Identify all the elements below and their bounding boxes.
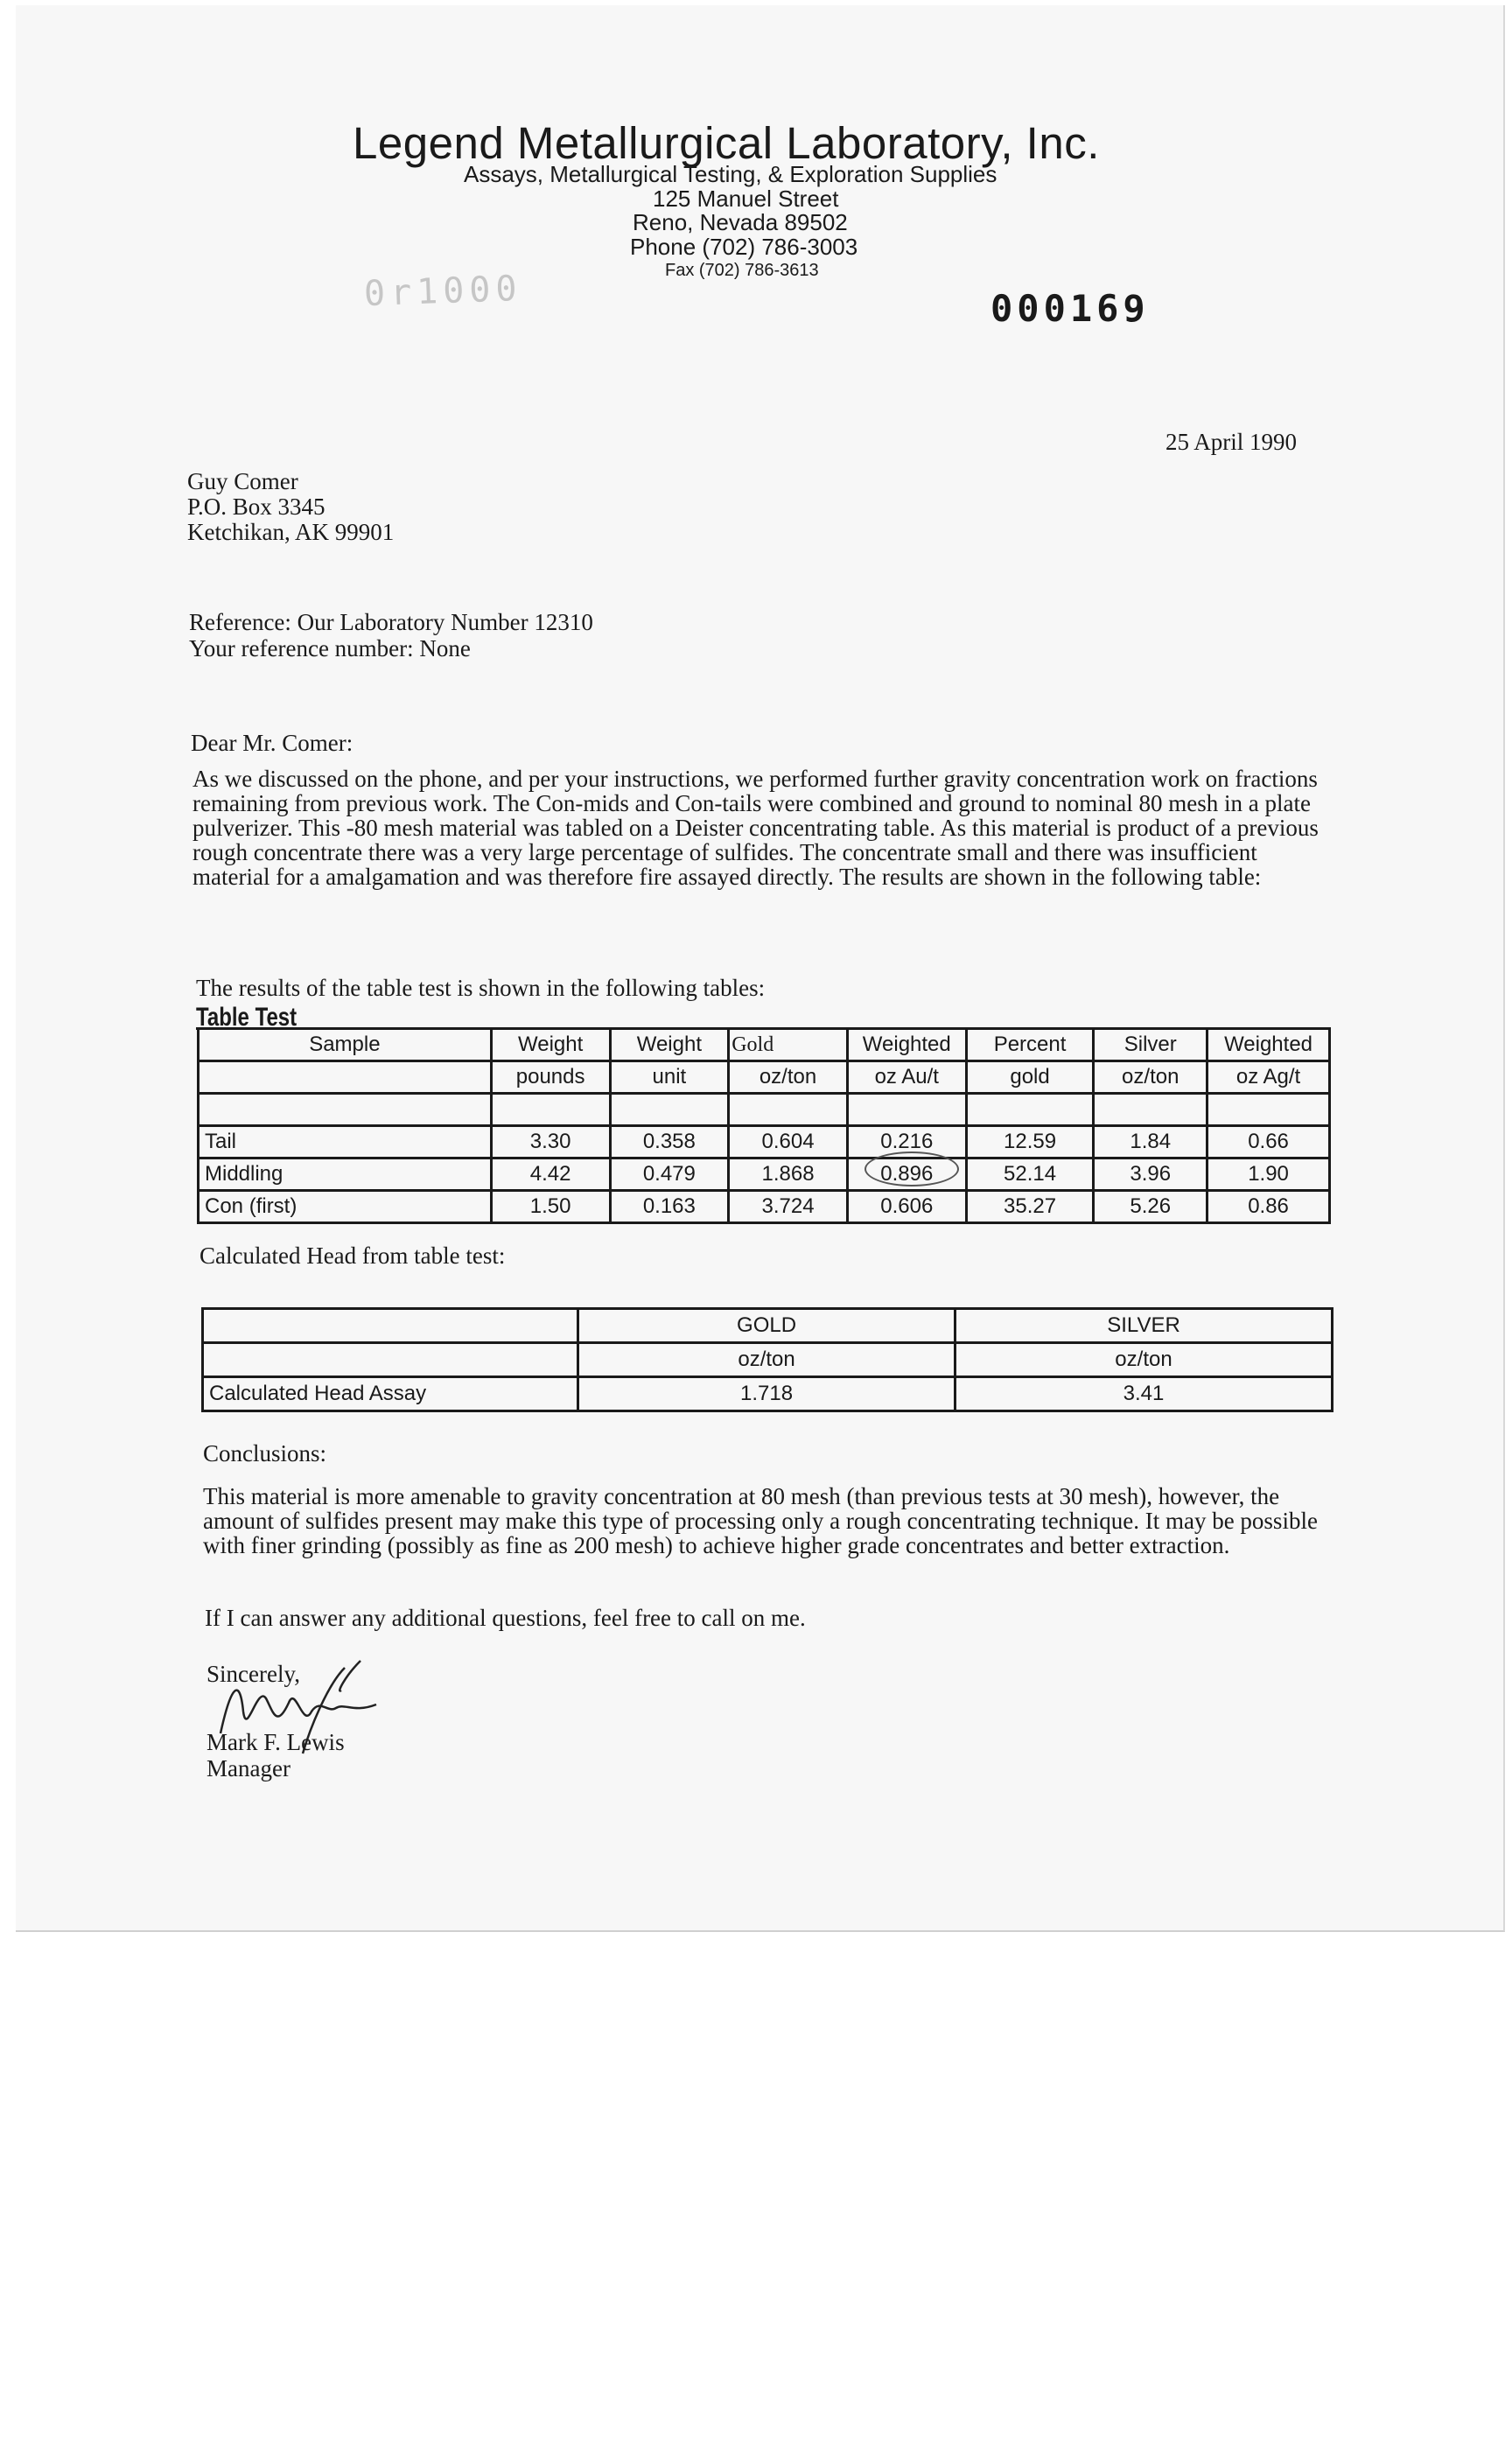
company-phone: Phone (702) 786-3003 [630, 234, 858, 260]
subheader-cell: pounds [491, 1061, 610, 1094]
lab-reference: Reference: Our Laboratory Number 12310 [189, 609, 593, 635]
subheader-cell: oz Ag/t [1208, 1061, 1330, 1094]
header-cell: Percent [966, 1029, 1094, 1061]
subheader-cell: oz/ton [1094, 1061, 1208, 1094]
conclusions-text: This material is more amenable to gravity concentration at 80 mesh (than previous tests at 30 mesh), however, the amount of sulfides present may make this type of processing only a rough concentrating technique. It may be possible with finer grinding (possibly as fine as 200 mesh) to achieve higher grade concentrates and better extraction. [203, 1483, 1318, 1558]
silver-head-value: 3.41 [956, 1377, 1333, 1411]
sincerely: Sincerely, [206, 1661, 300, 1687]
results-intro: The results of the table test is shown in the following tables: [196, 975, 766, 1001]
weighted-ag-cell: 0.86 [1208, 1191, 1330, 1223]
silver-cell: 3.96 [1094, 1158, 1208, 1191]
percent-gold-cell: 12.59 [966, 1126, 1094, 1158]
calc-row-label: Calculated Head Assay [203, 1377, 578, 1411]
table-subheader-row [199, 1061, 1330, 1094]
table-row [199, 1191, 1330, 1223]
table-test [197, 1027, 1331, 1224]
recipient-city: Ketchikan, AK 99901 [187, 519, 395, 545]
company-street: 125 Manuel Street [653, 186, 839, 212]
subheader-cell: oz/ton [729, 1061, 848, 1094]
sample-cell: Tail [199, 1126, 492, 1158]
signer-name: Mark F. Lewis [206, 1729, 345, 1755]
calculated-head-table [201, 1307, 1334, 1412]
signer-title: Manager [206, 1755, 290, 1782]
signer-block [206, 1729, 345, 1782]
gold-header: GOLD [578, 1309, 956, 1343]
subheader-cell: oz Au/t [847, 1061, 966, 1094]
recipient-po-box: P.O. Box 3345 [187, 494, 326, 520]
client-reference: Your reference number: None [189, 635, 471, 662]
recipient-address [187, 469, 394, 545]
header-cell: Weighted [1208, 1029, 1330, 1061]
weighted-au-cell: 0.896 [847, 1158, 966, 1191]
weight-unit-cell: 0.358 [610, 1126, 729, 1158]
weight-lb-cell: 3.30 [491, 1126, 610, 1158]
greeting: Dear Mr. Comer: [191, 730, 354, 756]
document-number-stamp: 000169 [990, 287, 1150, 330]
weighted-au-cell: 0.216 [847, 1126, 966, 1158]
table-spacer-row [199, 1094, 1330, 1126]
percent-gold-cell: 35.27 [966, 1191, 1094, 1223]
letter-page [16, 5, 1505, 1932]
gold-unit: oz/ton [578, 1343, 956, 1377]
percent-gold-cell: 52.14 [966, 1158, 1094, 1191]
subheader-cell: gold [966, 1061, 1094, 1094]
letter-date: 25 April 1990 [1166, 429, 1298, 455]
closing-line: If I can answer any additional questions, feel free to call on me. [205, 1605, 806, 1631]
sample-cell: Middling [199, 1158, 492, 1191]
silver-unit: oz/ton [956, 1343, 1333, 1377]
header-cell: Gold [729, 1029, 848, 1061]
handwritten-circle-mark [864, 1152, 959, 1186]
gold-cell: 3.724 [729, 1191, 848, 1223]
company-fax: Fax (702) 786-3613 [665, 261, 819, 280]
table-test-caption: Table Test [196, 1003, 298, 1032]
weighted-ag-cell: 1.90 [1208, 1158, 1330, 1191]
header-cell: Weighted [847, 1029, 966, 1061]
recipient-name: Guy Comer [187, 468, 298, 494]
table-row [199, 1126, 1330, 1158]
calculated-head-title: Calculated Head from table test: [200, 1242, 506, 1269]
reference-block [189, 609, 593, 662]
weight-unit-cell: 0.479 [610, 1158, 729, 1191]
header-cell: Silver [1094, 1029, 1208, 1061]
silver-cell: 1.84 [1094, 1126, 1208, 1158]
faint-stamp-number: 0r1000 [363, 268, 523, 315]
silver-cell: 5.26 [1094, 1191, 1208, 1223]
calc-unit-row [203, 1343, 1333, 1377]
conclusions-title: Conclusions: [203, 1440, 327, 1466]
sample-cell: Con (first) [199, 1191, 492, 1223]
table-row [199, 1158, 1330, 1191]
calc-header-row [203, 1309, 1333, 1343]
gold-cell: 1.868 [729, 1158, 848, 1191]
weight-lb-cell: 4.42 [491, 1158, 610, 1191]
subheader-cell [199, 1061, 492, 1094]
weight-unit-cell: 0.163 [610, 1191, 729, 1223]
body-paragraph: As we discussed on the phone, and per your instructions, we performed further gravity concentration work on fractions remaining from previous work. The Con-mids and Con-tails were combined and ground to nominal 80 mesh in a plate pulverizer. This -80 mesh material was tabled on a Deister concentrating table. As this material is product of a previous rough concentrate there was a very large percentage of sulfides. The concentrate small and there was insufficient material for a amalgamation and was therefore fire assayed directly. The results are shown in the following table: [192, 766, 1319, 890]
header-cell: Weight [610, 1029, 729, 1061]
weighted-ag-cell: 0.66 [1208, 1126, 1330, 1158]
table-header-row [199, 1029, 1330, 1061]
gold-cell: 0.604 [729, 1126, 848, 1158]
subheader-cell: unit [610, 1061, 729, 1094]
calc-value-row [203, 1377, 1333, 1411]
company-city: Reno, Nevada 89502 [633, 209, 848, 235]
header-cell: Weight [491, 1029, 610, 1061]
header-cell: Sample [199, 1029, 492, 1061]
weighted-au-cell: 0.606 [847, 1191, 966, 1223]
weight-lb-cell: 1.50 [491, 1191, 610, 1223]
gold-head-value: 1.718 [578, 1377, 956, 1411]
company-name: Legend Metallurgical Laboratory, Inc. [353, 118, 1100, 168]
company-tagline: Assays, Metallurgical Testing, & Exploration Supplies [464, 161, 998, 187]
silver-header: SILVER [956, 1309, 1333, 1343]
